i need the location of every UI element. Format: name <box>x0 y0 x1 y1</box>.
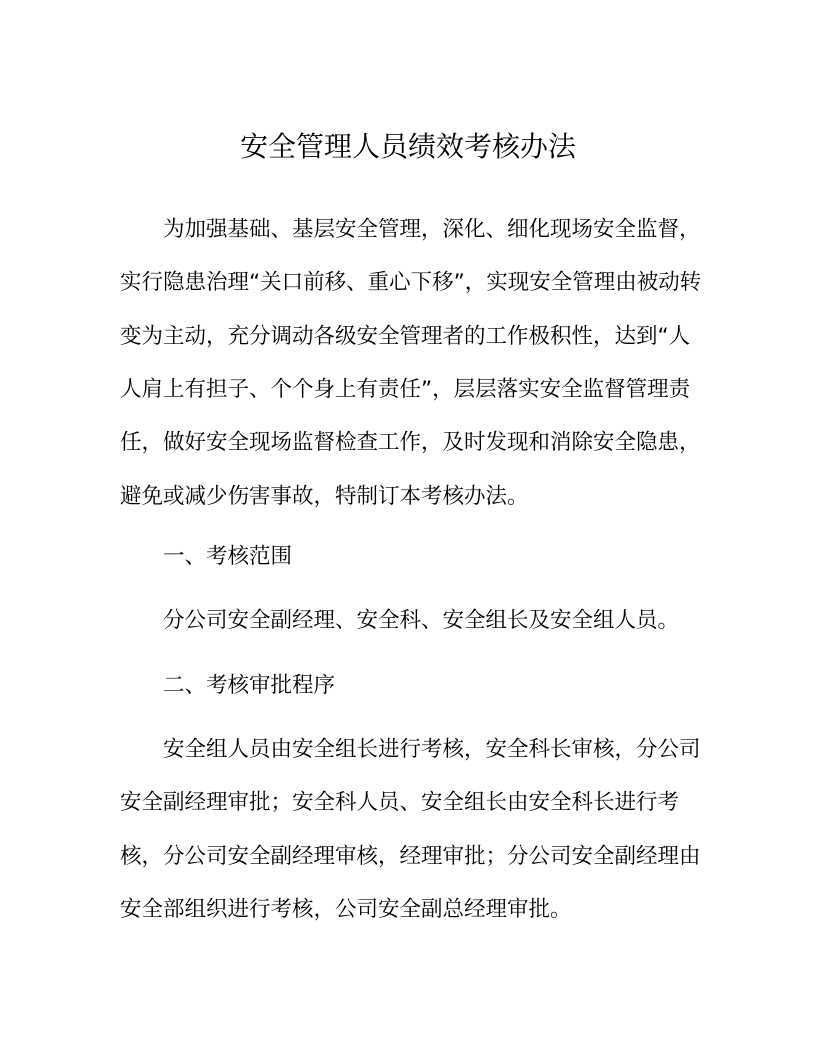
intro-line: 变为主动，充分调动各级安全管理者的工作极积性，达到“人 <box>120 324 691 349</box>
intro-line: 避免或减少伤害事故，特制订本考核办法。 <box>120 484 529 509</box>
intro-line: 任，做好安全现场监督检查工作，及时发现和消除安全隐患， <box>120 430 701 455</box>
section-body-scope: 分公司安全副经理、安全科、安全组长及安全组人员。 <box>163 608 680 633</box>
document-title: 安全管理人员绩效考核办法 <box>239 130 576 163</box>
intro-line: 人肩上有担子、个个身上有责任”，层层落实安全监督管理责 <box>120 377 691 402</box>
intro-line: 实行隐患治理“关口前移、重心下移”，实现安全管理由被动转 <box>120 270 702 295</box>
procedure-line: 安全副经理审批；安全科人员、安全组长由安全科长进行考 <box>120 790 680 815</box>
section-heading-scope: 一、考核范围 <box>163 544 293 569</box>
section-heading-procedure: 二、考核审批程序 <box>163 673 336 698</box>
procedure-line: 安全部组织进行考核，公司安全副总经理审批。 <box>120 897 572 922</box>
procedure-line: 核，分公司安全副经理审核，经理审批；分公司安全副经理由 <box>120 844 701 869</box>
procedure-line: 安全组人员由安全组长进行考核，安全科长审核，分公司 <box>163 737 701 762</box>
intro-line: 为加强基础、基层安全管理，深化、细化现场安全监督， <box>163 217 701 242</box>
